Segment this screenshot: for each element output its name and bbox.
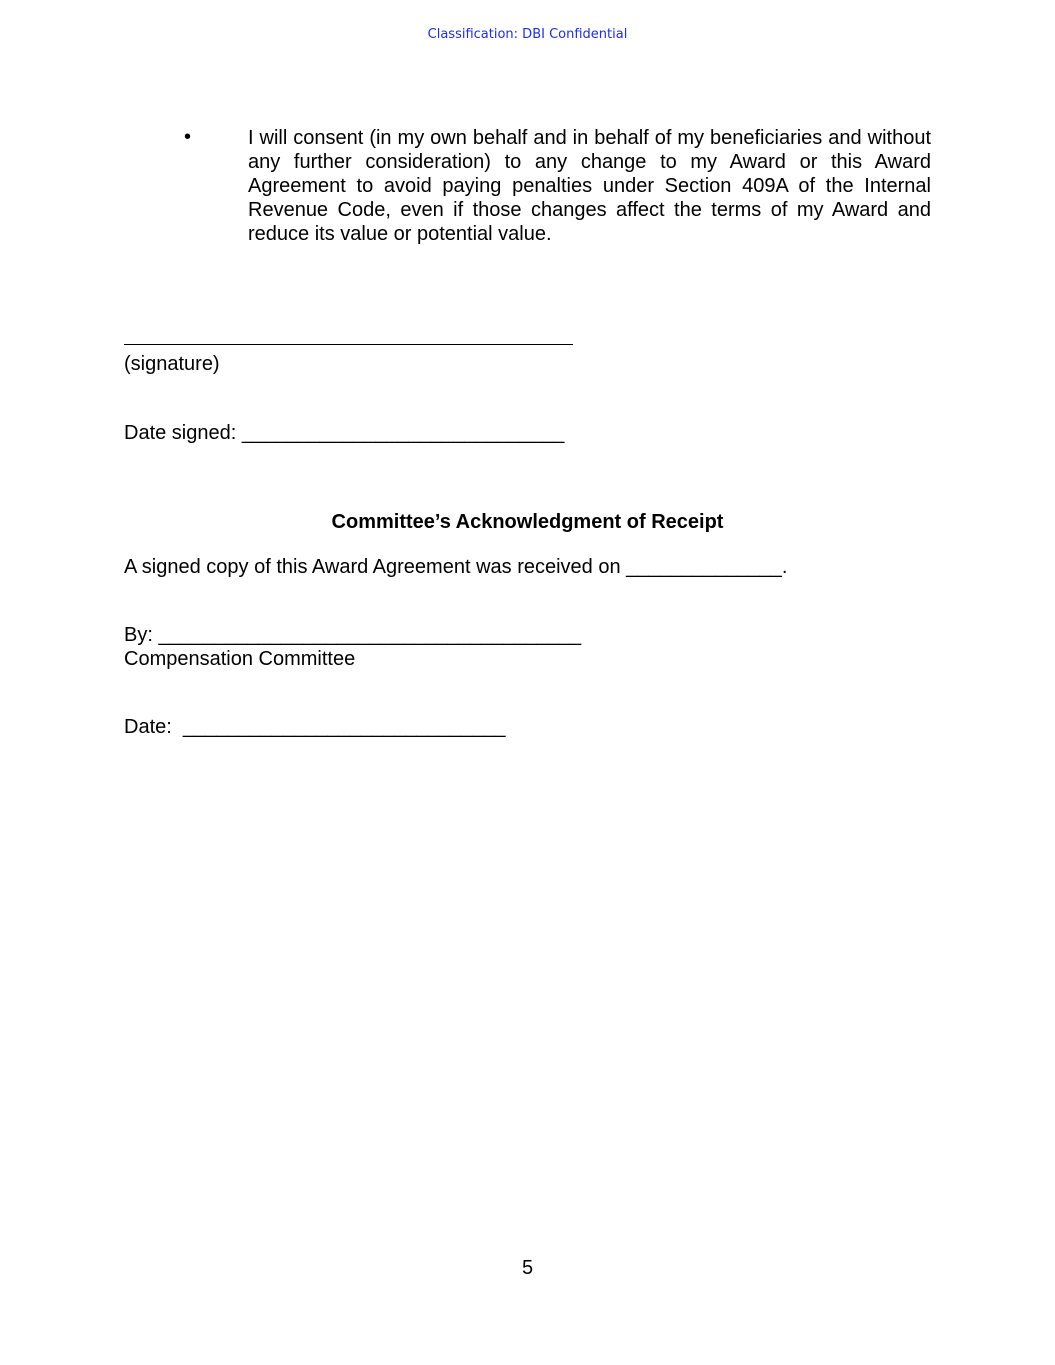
signature-line [124, 344, 573, 345]
received-statement: A signed copy of this Award Agreement was received on ______________. [124, 556, 788, 578]
consent-paragraph: I will consent (in my own behalf and in behalf of my beneficiaries and without any further consideration) to any change to my Award or this Award Agreement to avoid paying penalties under Section 409A of the Internal Revenue Code, even if those changes affect the terms of my Award and reduce its value or potential value. [248, 127, 931, 245]
acknowledgment-heading: Committee’s Acknowledgment of Receipt [331, 511, 724, 533]
classification-header: Classification: DBI Confidential [427, 27, 628, 42]
date-signed-line: Date signed: _____________________________ [124, 422, 565, 444]
committee-label: Compensation Committee [124, 648, 356, 670]
committee-date-line: Date: _____________________________ [124, 716, 506, 738]
by-line: By: ______________________________________ [124, 624, 582, 646]
signature-label: (signature) [124, 353, 220, 375]
bullet-icon: • [184, 126, 192, 148]
page-number: 5 [521, 1257, 534, 1279]
